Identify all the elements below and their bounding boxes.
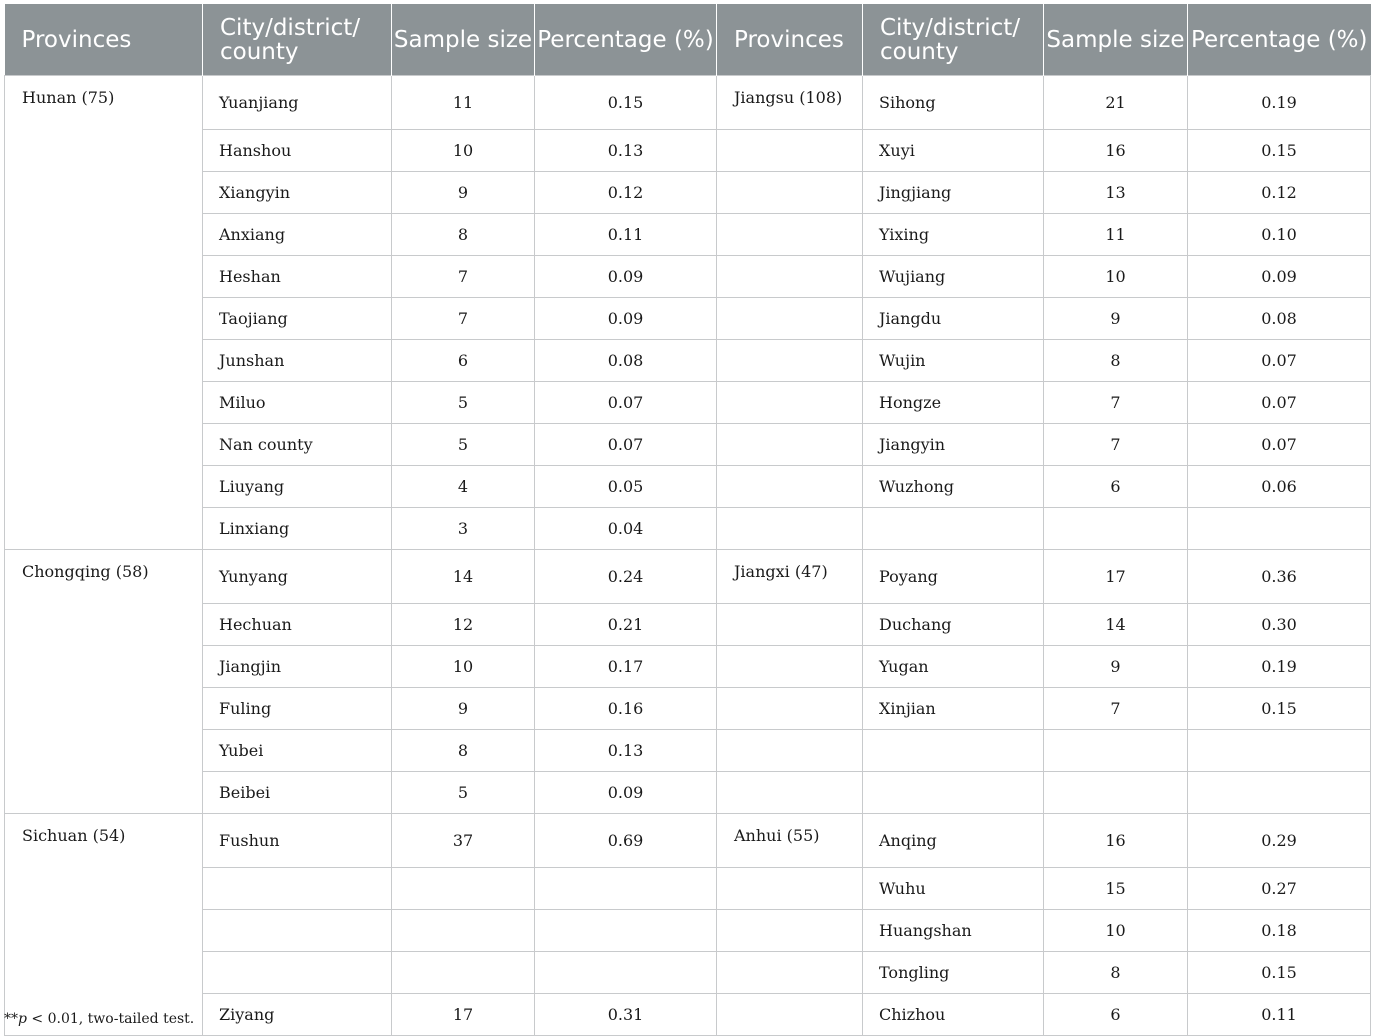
city-cell <box>203 952 392 994</box>
percentage-cell <box>535 952 717 994</box>
sample-size-cell: 7 <box>1044 688 1188 730</box>
sample-size-cell: 11 <box>1044 214 1188 256</box>
percentage-cell: 0.15 <box>1188 130 1371 172</box>
city-cell: Fushun <box>203 814 392 868</box>
sample-size-cell: 6 <box>1044 994 1188 1036</box>
table-body <box>5 76 1371 1036</box>
city-cell: Taojiang <box>203 298 392 340</box>
sample-size-cell: 11 <box>392 76 535 130</box>
percentage-cell: 0.07 <box>535 424 717 466</box>
sample-size-cell: 6 <box>1044 466 1188 508</box>
city-cell: Beibei <box>203 772 392 814</box>
table-row <box>5 466 1371 508</box>
city-cell: Jiangjin <box>203 646 392 688</box>
sample-size-cell: 17 <box>1044 550 1188 604</box>
city-cell: Jiangyin <box>863 424 1044 466</box>
sample-size-cell <box>1044 772 1188 814</box>
percentage-cell <box>1188 772 1371 814</box>
sample-size-cell: 37 <box>392 814 535 868</box>
sample-size-cell: 8 <box>1044 340 1188 382</box>
table-row <box>5 604 1371 646</box>
sample-size-cell: 9 <box>392 688 535 730</box>
province-cell <box>717 214 863 256</box>
percentage-cell: 0.10 <box>1188 214 1371 256</box>
sample-size-cell <box>392 952 535 994</box>
city-cell: Anqing <box>863 814 1044 868</box>
percentage-cell: 0.07 <box>1188 424 1371 466</box>
percentage-cell: 0.09 <box>535 772 717 814</box>
sample-size-cell: 15 <box>1044 868 1188 910</box>
percentage-cell: 0.24 <box>535 550 717 604</box>
table-row <box>5 868 1371 910</box>
percentage-cell: 0.13 <box>535 130 717 172</box>
table-header-row <box>5 4 1371 76</box>
city-cell: Hechuan <box>203 604 392 646</box>
sample-size-cell: 7 <box>1044 382 1188 424</box>
table-row <box>5 646 1371 688</box>
city-cell: Jingjiang <box>863 172 1044 214</box>
table-row <box>5 214 1371 256</box>
province-cell <box>717 340 863 382</box>
percentage-cell: 0.12 <box>1188 172 1371 214</box>
header-city-left: City/district/ county <box>203 4 392 76</box>
sample-size-cell: 8 <box>392 730 535 772</box>
province-cell <box>717 994 863 1036</box>
province-cell <box>717 382 863 424</box>
table-row <box>5 994 1371 1036</box>
province-cell <box>717 772 863 814</box>
percentage-cell: 0.09 <box>535 256 717 298</box>
percentage-cell: 0.36 <box>1188 550 1371 604</box>
sample-size-cell: 3 <box>392 508 535 550</box>
city-cell: Huangshan <box>863 910 1044 952</box>
sample-size-cell: 5 <box>392 772 535 814</box>
percentage-cell <box>1188 508 1371 550</box>
province-cell <box>717 256 863 298</box>
percentage-cell: 0.11 <box>535 214 717 256</box>
header-percentage-right: Percentage (%) <box>1188 4 1371 76</box>
city-cell <box>863 730 1044 772</box>
sample-distribution-table <box>4 4 1371 1036</box>
sample-size-cell: 8 <box>392 214 535 256</box>
city-cell: Wuhu <box>863 868 1044 910</box>
province-cell <box>717 868 863 910</box>
city-cell: Yixing <box>863 214 1044 256</box>
footnote-text: < 0.01, two-tailed test. <box>26 1011 195 1027</box>
header-sample-size-right: Sample size <box>1044 4 1188 76</box>
sample-size-cell: 8 <box>1044 952 1188 994</box>
percentage-cell: 0.12 <box>535 172 717 214</box>
footnote-p: p <box>18 1011 27 1027</box>
percentage-cell: 0.18 <box>1188 910 1371 952</box>
sample-size-cell: 5 <box>392 382 535 424</box>
percentage-cell: 0.07 <box>535 382 717 424</box>
sample-size-cell: 6 <box>392 340 535 382</box>
province-cell: Jiangxi (47) <box>717 550 863 604</box>
city-cell: Hanshou <box>203 130 392 172</box>
table-row <box>5 382 1371 424</box>
percentage-cell: 0.15 <box>1188 952 1371 994</box>
percentage-cell: 0.30 <box>1188 604 1371 646</box>
percentage-cell <box>535 910 717 952</box>
percentage-cell: 0.07 <box>1188 382 1371 424</box>
percentage-cell: 0.27 <box>1188 868 1371 910</box>
sample-size-cell: 9 <box>392 172 535 214</box>
city-cell: Tongling <box>863 952 1044 994</box>
table-row <box>5 424 1371 466</box>
sample-size-cell: 10 <box>1044 256 1188 298</box>
percentage-cell: 0.09 <box>1188 256 1371 298</box>
sample-size-cell <box>392 910 535 952</box>
percentage-cell: 0.04 <box>535 508 717 550</box>
city-cell: Wuzhong <box>863 466 1044 508</box>
province-cell <box>717 910 863 952</box>
province-cell: Hunan (75) <box>5 76 203 550</box>
city-cell: Fuling <box>203 688 392 730</box>
province-cell <box>717 646 863 688</box>
city-cell: Linxiang <box>203 508 392 550</box>
province-cell <box>717 688 863 730</box>
sample-size-cell: 10 <box>392 130 535 172</box>
footnote-stars: ** <box>4 1011 18 1027</box>
sample-size-cell: 16 <box>1044 814 1188 868</box>
city-cell: Poyang <box>863 550 1044 604</box>
city-cell <box>203 910 392 952</box>
sample-size-cell: 14 <box>392 550 535 604</box>
city-cell: Xinjian <box>863 688 1044 730</box>
percentage-cell: 0.19 <box>1188 646 1371 688</box>
percentage-cell: 0.15 <box>535 76 717 130</box>
city-cell: Yuanjiang <box>203 76 392 130</box>
city-cell: Yunyang <box>203 550 392 604</box>
city-cell <box>863 772 1044 814</box>
table-row <box>5 256 1371 298</box>
header-sample-size-left: Sample size <box>392 4 535 76</box>
province-cell: Sichuan (54) <box>5 814 203 1036</box>
header-percentage-left: Percentage (%) <box>535 4 717 76</box>
table-row <box>5 76 1371 130</box>
percentage-cell: 0.15 <box>1188 688 1371 730</box>
sample-size-cell: 7 <box>392 256 535 298</box>
percentage-cell: 0.13 <box>535 730 717 772</box>
city-cell: Yubei <box>203 730 392 772</box>
percentage-cell: 0.09 <box>535 298 717 340</box>
header-city-right: City/district/ county <box>863 4 1044 76</box>
city-cell: Yugan <box>863 646 1044 688</box>
province-cell: Anhui (55) <box>717 814 863 868</box>
percentage-cell: 0.11 <box>1188 994 1371 1036</box>
province-cell: Chongqing (58) <box>5 550 203 814</box>
table-row <box>5 298 1371 340</box>
province-cell <box>717 730 863 772</box>
percentage-cell: 0.06 <box>1188 466 1371 508</box>
city-cell: Xiangyin <box>203 172 392 214</box>
city-cell: Hongze <box>863 382 1044 424</box>
city-cell: Wujin <box>863 340 1044 382</box>
table-row <box>5 340 1371 382</box>
city-cell: Junshan <box>203 340 392 382</box>
percentage-cell: 0.31 <box>535 994 717 1036</box>
table-row <box>5 130 1371 172</box>
city-cell: Duchang <box>863 604 1044 646</box>
percentage-cell: 0.05 <box>535 466 717 508</box>
sample-size-cell: 13 <box>1044 172 1188 214</box>
province-cell <box>717 130 863 172</box>
percentage-cell: 0.08 <box>535 340 717 382</box>
province-cell <box>717 466 863 508</box>
sample-size-cell: 14 <box>1044 604 1188 646</box>
city-cell: Xuyi <box>863 130 1044 172</box>
header-provinces-left: Provinces <box>5 4 203 76</box>
table-row <box>5 730 1371 772</box>
city-cell <box>863 508 1044 550</box>
city-cell: Heshan <box>203 256 392 298</box>
table-row <box>5 910 1371 952</box>
city-cell: Jiangdu <box>863 298 1044 340</box>
city-cell: Chizhou <box>863 994 1044 1036</box>
sample-size-cell: 7 <box>392 298 535 340</box>
percentage-cell: 0.69 <box>535 814 717 868</box>
province-cell: Jiangsu (108) <box>717 76 863 130</box>
city-cell: Ziyang <box>203 994 392 1036</box>
city-cell <box>203 868 392 910</box>
percentage-cell: 0.19 <box>1188 76 1371 130</box>
percentage-cell: 0.07 <box>1188 340 1371 382</box>
sample-size-cell: 17 <box>392 994 535 1036</box>
province-cell <box>717 172 863 214</box>
percentage-cell <box>1188 730 1371 772</box>
percentage-cell: 0.08 <box>1188 298 1371 340</box>
city-cell: Nan county <box>203 424 392 466</box>
sample-size-cell <box>1044 730 1188 772</box>
sample-size-cell: 5 <box>392 424 535 466</box>
percentage-cell: 0.17 <box>535 646 717 688</box>
sample-size-cell: 9 <box>1044 298 1188 340</box>
city-cell: Wujiang <box>863 256 1044 298</box>
province-cell <box>717 298 863 340</box>
city-cell: Liuyang <box>203 466 392 508</box>
city-cell: Anxiang <box>203 214 392 256</box>
sample-size-cell: 7 <box>1044 424 1188 466</box>
sample-size-cell: 10 <box>392 646 535 688</box>
table-row <box>5 508 1371 550</box>
sample-size-cell: 9 <box>1044 646 1188 688</box>
province-cell <box>717 952 863 994</box>
table-row <box>5 550 1371 604</box>
table-row <box>5 772 1371 814</box>
percentage-cell <box>535 868 717 910</box>
percentage-cell: 0.29 <box>1188 814 1371 868</box>
table-row <box>5 814 1371 868</box>
header-provinces-right: Provinces <box>717 4 863 76</box>
province-cell <box>717 508 863 550</box>
sample-size-cell: 4 <box>392 466 535 508</box>
percentage-cell: 0.16 <box>535 688 717 730</box>
province-cell <box>717 424 863 466</box>
city-cell: Sihong <box>863 76 1044 130</box>
sample-size-cell: 12 <box>392 604 535 646</box>
city-cell: Miluo <box>203 382 392 424</box>
percentage-cell: 0.21 <box>535 604 717 646</box>
table-row <box>5 688 1371 730</box>
sample-size-cell <box>1044 508 1188 550</box>
sample-size-cell <box>392 868 535 910</box>
sample-size-cell: 21 <box>1044 76 1188 130</box>
table-row <box>5 952 1371 994</box>
footnote <box>4 1011 194 1027</box>
province-cell <box>717 604 863 646</box>
table-row <box>5 172 1371 214</box>
sample-size-cell: 10 <box>1044 910 1188 952</box>
sample-size-cell: 16 <box>1044 130 1188 172</box>
